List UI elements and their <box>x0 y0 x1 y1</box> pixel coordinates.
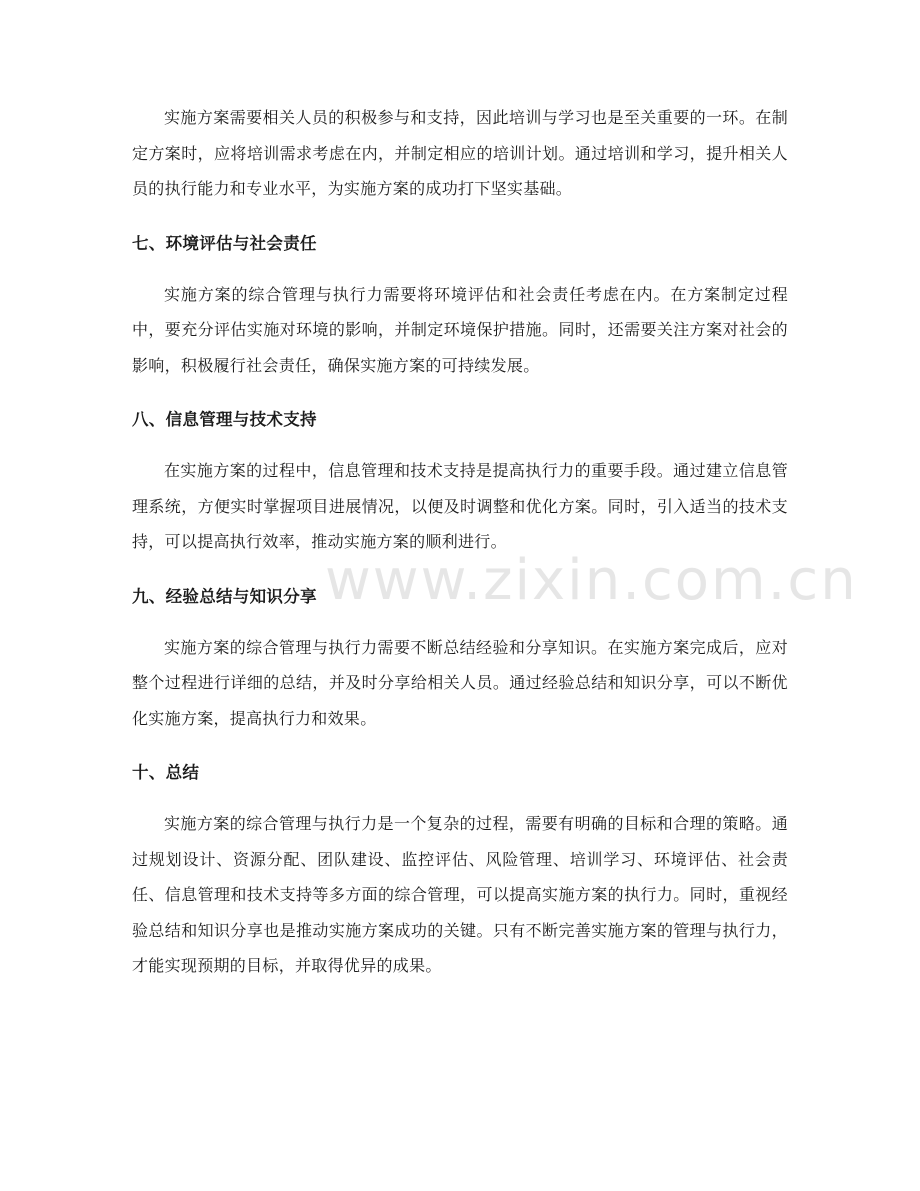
section-10-paragraph: 实施方案的综合管理与执行力是一个复杂的过程，需要有明确的目标和合理的策略。通过规划设计、资源分配、团队建设、监控评估、风险管理、培训学习、环境评估、社会责任、信息管理和技术支持等多方面的综合管理，可以提高实施方案的执行力。同时，重视经验总结和知识分享也是推动实施方案成功的关键。只有不断完善实施方案的管理与执行力，才能实现预期的目标，并取得优异的成果。 <box>132 814 788 975</box>
watermark: www.zixin.com.cn <box>325 548 858 613</box>
section-8-heading: 八、信息管理与技术支持 <box>132 410 317 429</box>
section-7-heading: 七、环境评估与社会责任 <box>132 233 317 253</box>
intro-paragraph: 实施方案需要相关人员的积极参与和支持，因此培训与学习也是至关重要的一环。在制定方案时，应将培训需求考虑在内，并制定相应的培训计划。通过培训和学习，提升相关人员的执行能力和专业水平，为实施方案的成功打下坚实基础。 <box>132 108 788 198</box>
section-8-paragraph: 在实施方案的过程中，信息管理和技术支持是提高执行力的重要手段。通过建立信息管理系统，方便实时掌握项目进展情况，以便及时调整和优化方案。同时，引入适当的技术支持，可以提高执行效率，推动实施方案的顺利进行。 <box>132 461 788 551</box>
section-7-paragraph: 实施方案的综合管理与执行力需要将环境评估和社会责任考虑在内。在方案制定过程中，要充分评估实施对环境的影响，并制定环境保护措施。同时，还需要关注方案对社会的影响，积极履行社会责任，确保实施方案的可持续发展。 <box>132 284 788 375</box>
document-body <box>132 100 788 984</box>
section-10-heading: 十、总结 <box>132 763 200 782</box>
section-9-paragraph: 实施方案的综合管理与执行力需要不断总结经验和分享知识。在实施方案完成后，应对整个过程进行详细的总结，并及时分享给相关人员。通过经验总结和知识分享，可以不断优化实施方案，提高执行力和效果。 <box>132 637 788 728</box>
section-9-heading: 九、经验总结与知识分享 <box>132 586 317 606</box>
